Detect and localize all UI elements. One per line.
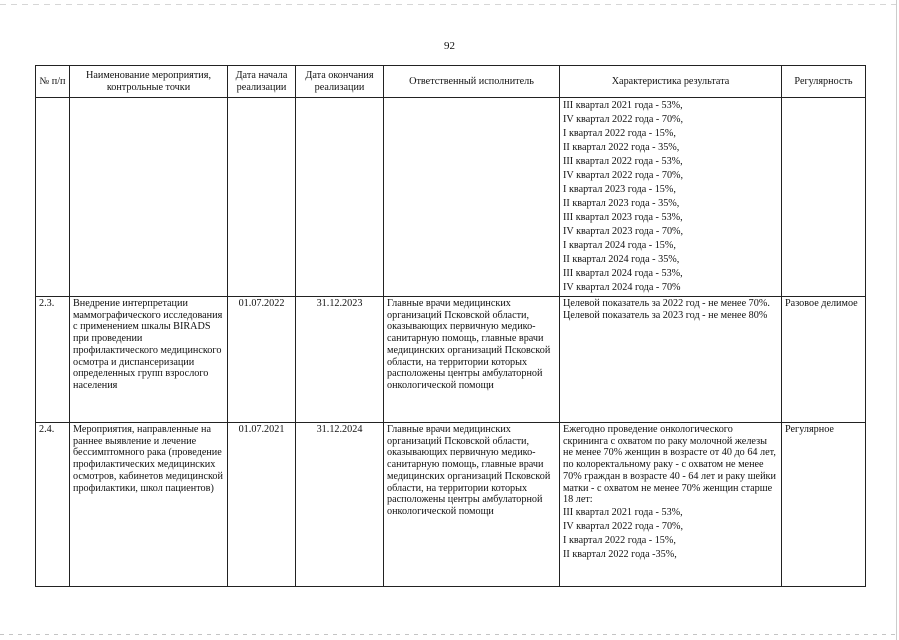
result-line: IV квартал 2022 года - 70%, <box>563 170 684 181</box>
cell-name: Мероприятия, направленные на раннее выявление и лечение бессимптомного рака (проведение профилактических медицинских осмотров, кабинетов медицинской профилактики, школ пациентов) <box>70 423 228 587</box>
cell-num: 2.4. <box>36 423 70 587</box>
result-line: I квартал 2024 года - 15%, <box>563 240 676 251</box>
cell-result <box>560 423 782 587</box>
cell-executor: Главные врачи медицинских организаций Псковской области, оказывающих первичную медико-санитарную помощь, главные врачи медицинских организаций Псковской области, на территории которых расположены центры амбулаторной онкологической помощи <box>384 297 560 423</box>
header-result: Характеристика результата <box>560 66 782 98</box>
result-line: IV квартал 2024 года - 70% <box>563 282 681 293</box>
cell-start-date: 01.07.2022 <box>228 297 296 423</box>
cell-regularity: Регулярное <box>782 423 866 587</box>
header-regularity: Регулярность <box>782 66 866 98</box>
result-line: II квартал 2022 года -35%, <box>563 548 677 560</box>
header-start-date: Дата начала реализации <box>228 66 296 98</box>
result-line: IV квартал 2022 года - 70%, <box>563 520 684 532</box>
result-line: III квартал 2021 года - 53%, <box>563 100 683 111</box>
result-line: I квартал 2022 года - 15%, <box>563 534 676 546</box>
cell-executor <box>384 98 560 297</box>
header-num: № п/п <box>36 66 70 98</box>
cell-result <box>560 98 782 297</box>
result-intro: Ежегодно проведение онкологического скрининга с охватом по раку молочной железы не менее 70% женщин в возрасте от 40 до 64 лет, по колоректальному раку - с охватом не менее 70% граждан в возрасте 40 - 64 лет и раку шейки матки - с охватом не менее 70% женщин старше 18 лет: <box>563 424 776 506</box>
cell-regularity: Разовое делимое <box>782 297 866 423</box>
result-line: III квартал 2023 года - 53%, <box>563 212 683 223</box>
header-executor: Ответственный исполнитель <box>384 66 560 98</box>
cell-executor: Главные врачи медицинских организаций Псковской области, оказывающих первичную медико-санитарную помощь, главные врачи медицинских организаций Псковской области, на территории которых расположены центры амбулаторной онкологической помощи <box>384 423 560 587</box>
cell-start-date: 01.07.2021 <box>228 423 296 587</box>
result-line: III квартал 2021 года - 53%, <box>563 506 683 518</box>
result-line: IV квартал 2023 года - 70%, <box>563 226 684 237</box>
scan-artifact-right <box>896 0 897 640</box>
result-line: III квартал 2024 года - 53%, <box>563 268 683 279</box>
cell-num <box>36 98 70 297</box>
result-line: I квартал 2023 года - 15%, <box>563 184 676 195</box>
scan-artifact-top <box>0 4 899 5</box>
table-row-continuation <box>36 98 866 297</box>
header-name: Наименование мероприятия, контрольные точки <box>70 66 228 98</box>
result-line: III квартал 2022 года - 53%, <box>563 156 683 167</box>
result-line: II квартал 2022 года - 35%, <box>563 142 680 153</box>
cell-end-date: 31.12.2023 <box>296 297 384 423</box>
cell-name: Внедрение интерпретации маммографического исследования с применением шкалы BIRADS при проведении профилактического медицинского осмотра и диспансеризации определенных групп взрослого населения <box>70 297 228 423</box>
activities-table <box>35 65 866 587</box>
table-row-2-3 <box>36 297 866 423</box>
result-line: I квартал 2022 года - 15%, <box>563 128 676 139</box>
cell-end-date <box>296 98 384 297</box>
header-end-date: Дата окончания реализации <box>296 66 384 98</box>
cell-regularity <box>782 98 866 297</box>
page-number: 92 <box>444 40 455 52</box>
cell-result: Целевой показатель за 2022 год - не менее 70%. Целевой показатель за 2023 год - не менее 80% <box>560 297 782 423</box>
scan-artifact-bottom <box>0 634 899 635</box>
table-header-row <box>36 66 866 98</box>
table-row-2-4 <box>36 423 866 587</box>
result-line: II квартал 2023 года - 35%, <box>563 198 680 209</box>
result-line: II квартал 2024 года - 35%, <box>563 254 680 265</box>
cell-start-date <box>228 98 296 297</box>
result-line: IV квартал 2022 года - 70%, <box>563 114 684 125</box>
cell-name <box>70 98 228 297</box>
cell-end-date: 31.12.2024 <box>296 423 384 587</box>
cell-num: 2.3. <box>36 297 70 423</box>
